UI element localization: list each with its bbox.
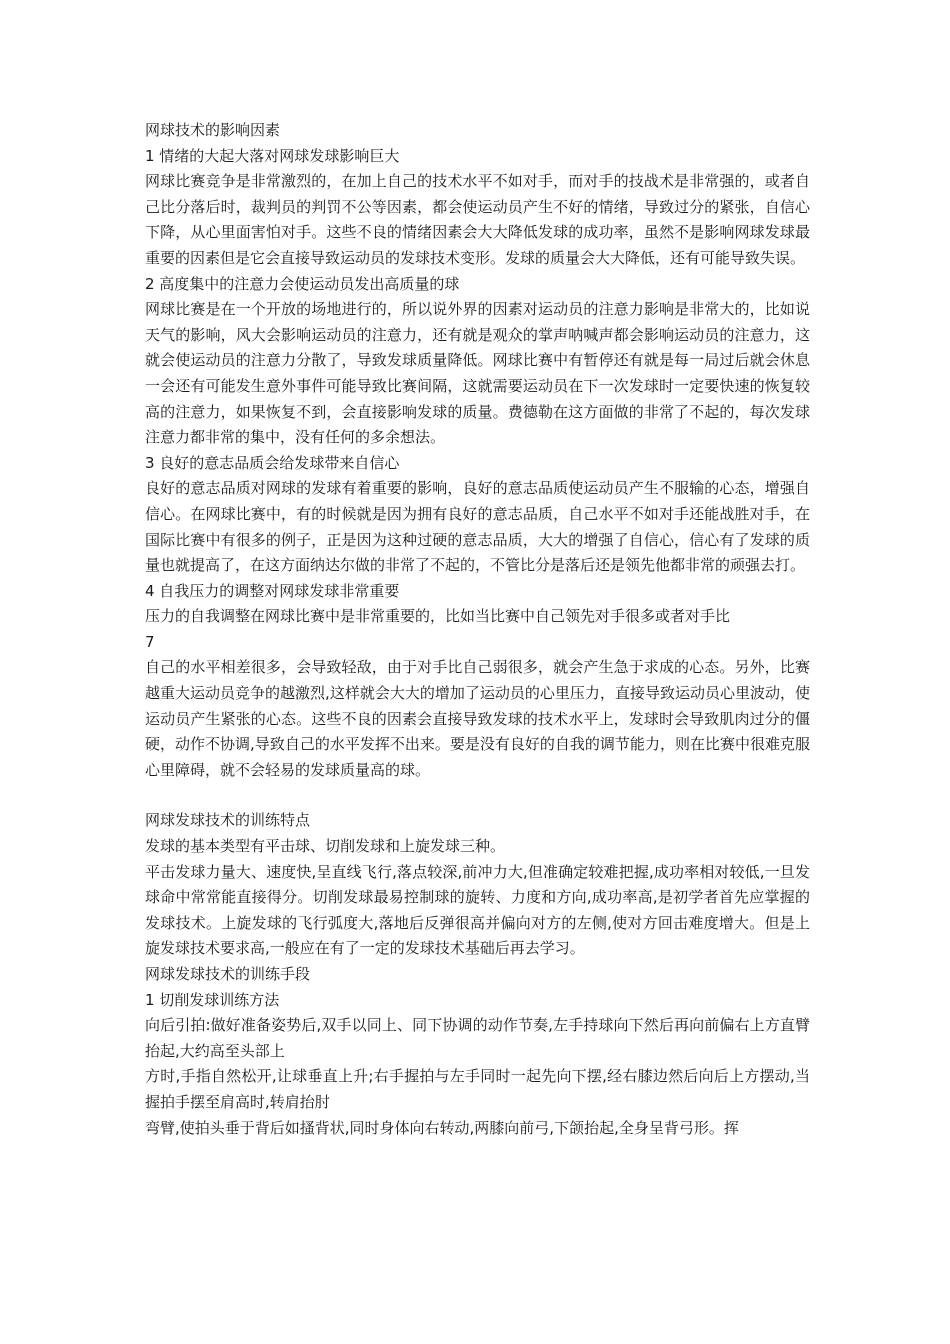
training-methods-paragraph-3: 弯臂,使拍头垂于背后如搔背状,同时身体向右转动,两膝向前弓,下颌抬起,全身呈背弓形。挥: [145, 1118, 739, 1137]
section-4-heading: 4 自我压力的调整对网球发球非常重要: [145, 581, 400, 600]
section-4-paragraph-a: 压力的自我调整在网球比赛中是非常重要的，比如当比赛中自己领先对手很多或者对手比: [145, 607, 731, 626]
training-methods-title: 网球发球技术的训练手段: [145, 965, 311, 983]
section-2-heading: 2 高度集中的注意力会使运动员发出高质量的球: [145, 274, 460, 293]
document-body: [145, 118, 810, 1141]
section-3-heading: 3 良好的意志品质会给发球带来自信心: [145, 453, 400, 472]
training-methods-heading: 1 切削发球训练方法: [145, 990, 280, 1009]
section-2-paragraph: 网球比赛是在一个开放的场地进行的，所以说外界的因素对运动员的注意力影响是非常大的，比如说天气的影响，风大会影响运动员的注意力，还有就是观众的掌声呐喊声都会影响运动员的注意力，这就会使运动员的注意力分散了，导致发球质量降低。网球比赛中有暂停还有就是每一局过后就会休息一会还有可能发生意外事件可能导致比赛间隔，这就需要运动员在下一次发球时一定要快速的恢复较高的注意力，如果恢复不到，会直接影响发球的质量。费德勒在这方面做的非常了不起的，每次发球注意力都非常的集中，没有任何的多余想法。: [145, 300, 810, 447]
page-number: 7: [145, 632, 155, 651]
training-features-line: 发球的基本类型有平击球、切削发球和上旋发球三种。: [145, 837, 506, 856]
training-features-paragraph: 平击发球力量大、速度快,呈直线飞行,落点较深,前冲力大,但准确定较难把握,成功率相对较低,一旦发球命中常常能直接得分。切削发球最易控制球的旋转、力度和方向,成功率高,是初学者首先应掌握的发球技术。上旋发球的飞行弧度大,落地后反弹很高并偏向对方的左侧,使对方回击难度增大。但是上旋发球技术要求高,一般应在有了一定的发球技术基础后再去学习。: [145, 862, 810, 958]
training-features-title: 网球发球技术的训练特点: [145, 811, 311, 830]
training-methods-paragraph-2: 方时,手指自然松开,让球垂直上升;右手握拍与左手同时一起先向下摆,经右膝边然后向后上方摆动,当握拍手摆至肩高时,转肩抬肘: [145, 1067, 810, 1111]
blank-line: [145, 783, 810, 808]
training-methods-paragraph-1: 向后引拍:做好准备姿势后,双手以同上、同下协调的动作节奏,左手持球向下然后再向前偏右上方直臂抬起,大约高至头部上: [145, 1016, 810, 1060]
section-1-heading: 1 情绪的大起大落对网球发球影响巨大: [145, 146, 400, 165]
document-title: 网球技术的影响因素: [145, 121, 281, 139]
section-1-paragraph: 网球比赛竞争是非常激烈的，在加上自己的技术水平不如对手，而对手的技战术是非常强的，或者自己比分落后时，裁判员的判罚不公等因素，都会使运动员产生不好的情绪，导致过分的紧张，自信心下降，从心里面害怕对手。这些不良的情绪因素会大大降低发球的成功率，虽然不是影响网球发球最重要的因素但是它会直接导致运动员的发球技术变形。发球的质量会大大降低，还有可能导致失误。: [145, 172, 810, 267]
section-4-paragraph-b: 自己的水平相差很多，会导致轻敌，由于对手比自己弱很多，就会产生急于求成的心态。另外，比赛越重大运动员竞争的越激烈,这样就会大大的增加了运动员的心里压力，直接导致运动员心里波动，使运动员产生紧张的心态。这些不良的因素会直接导致发球的技术水平上，发球时会导致肌肉过分的僵硬，动作不协调,导致自己的水平发挥不出来。要是没有良好的自我的调节能力，则在比赛中很难克服心里障碍，就不会轻易的发球质量高的球。: [145, 658, 810, 779]
section-3-paragraph: 良好的意志品质对网球的发球有着重要的影响，良好的意志品质使运动员产生不服输的心态，增强自信心。在网球比赛中，有的时候就是因为拥有良好的意志品质，自己水平不如对手还能战胜对手，在国际比赛中有很多的例子，正是因为这种过硬的意志品质，大大的增强了自信心，信心有了发球的质量也就提高了，在这方面纳达尔做的非常了不起的，不管比分是落后还是领先他都非常的顽强去打。: [145, 479, 810, 575]
